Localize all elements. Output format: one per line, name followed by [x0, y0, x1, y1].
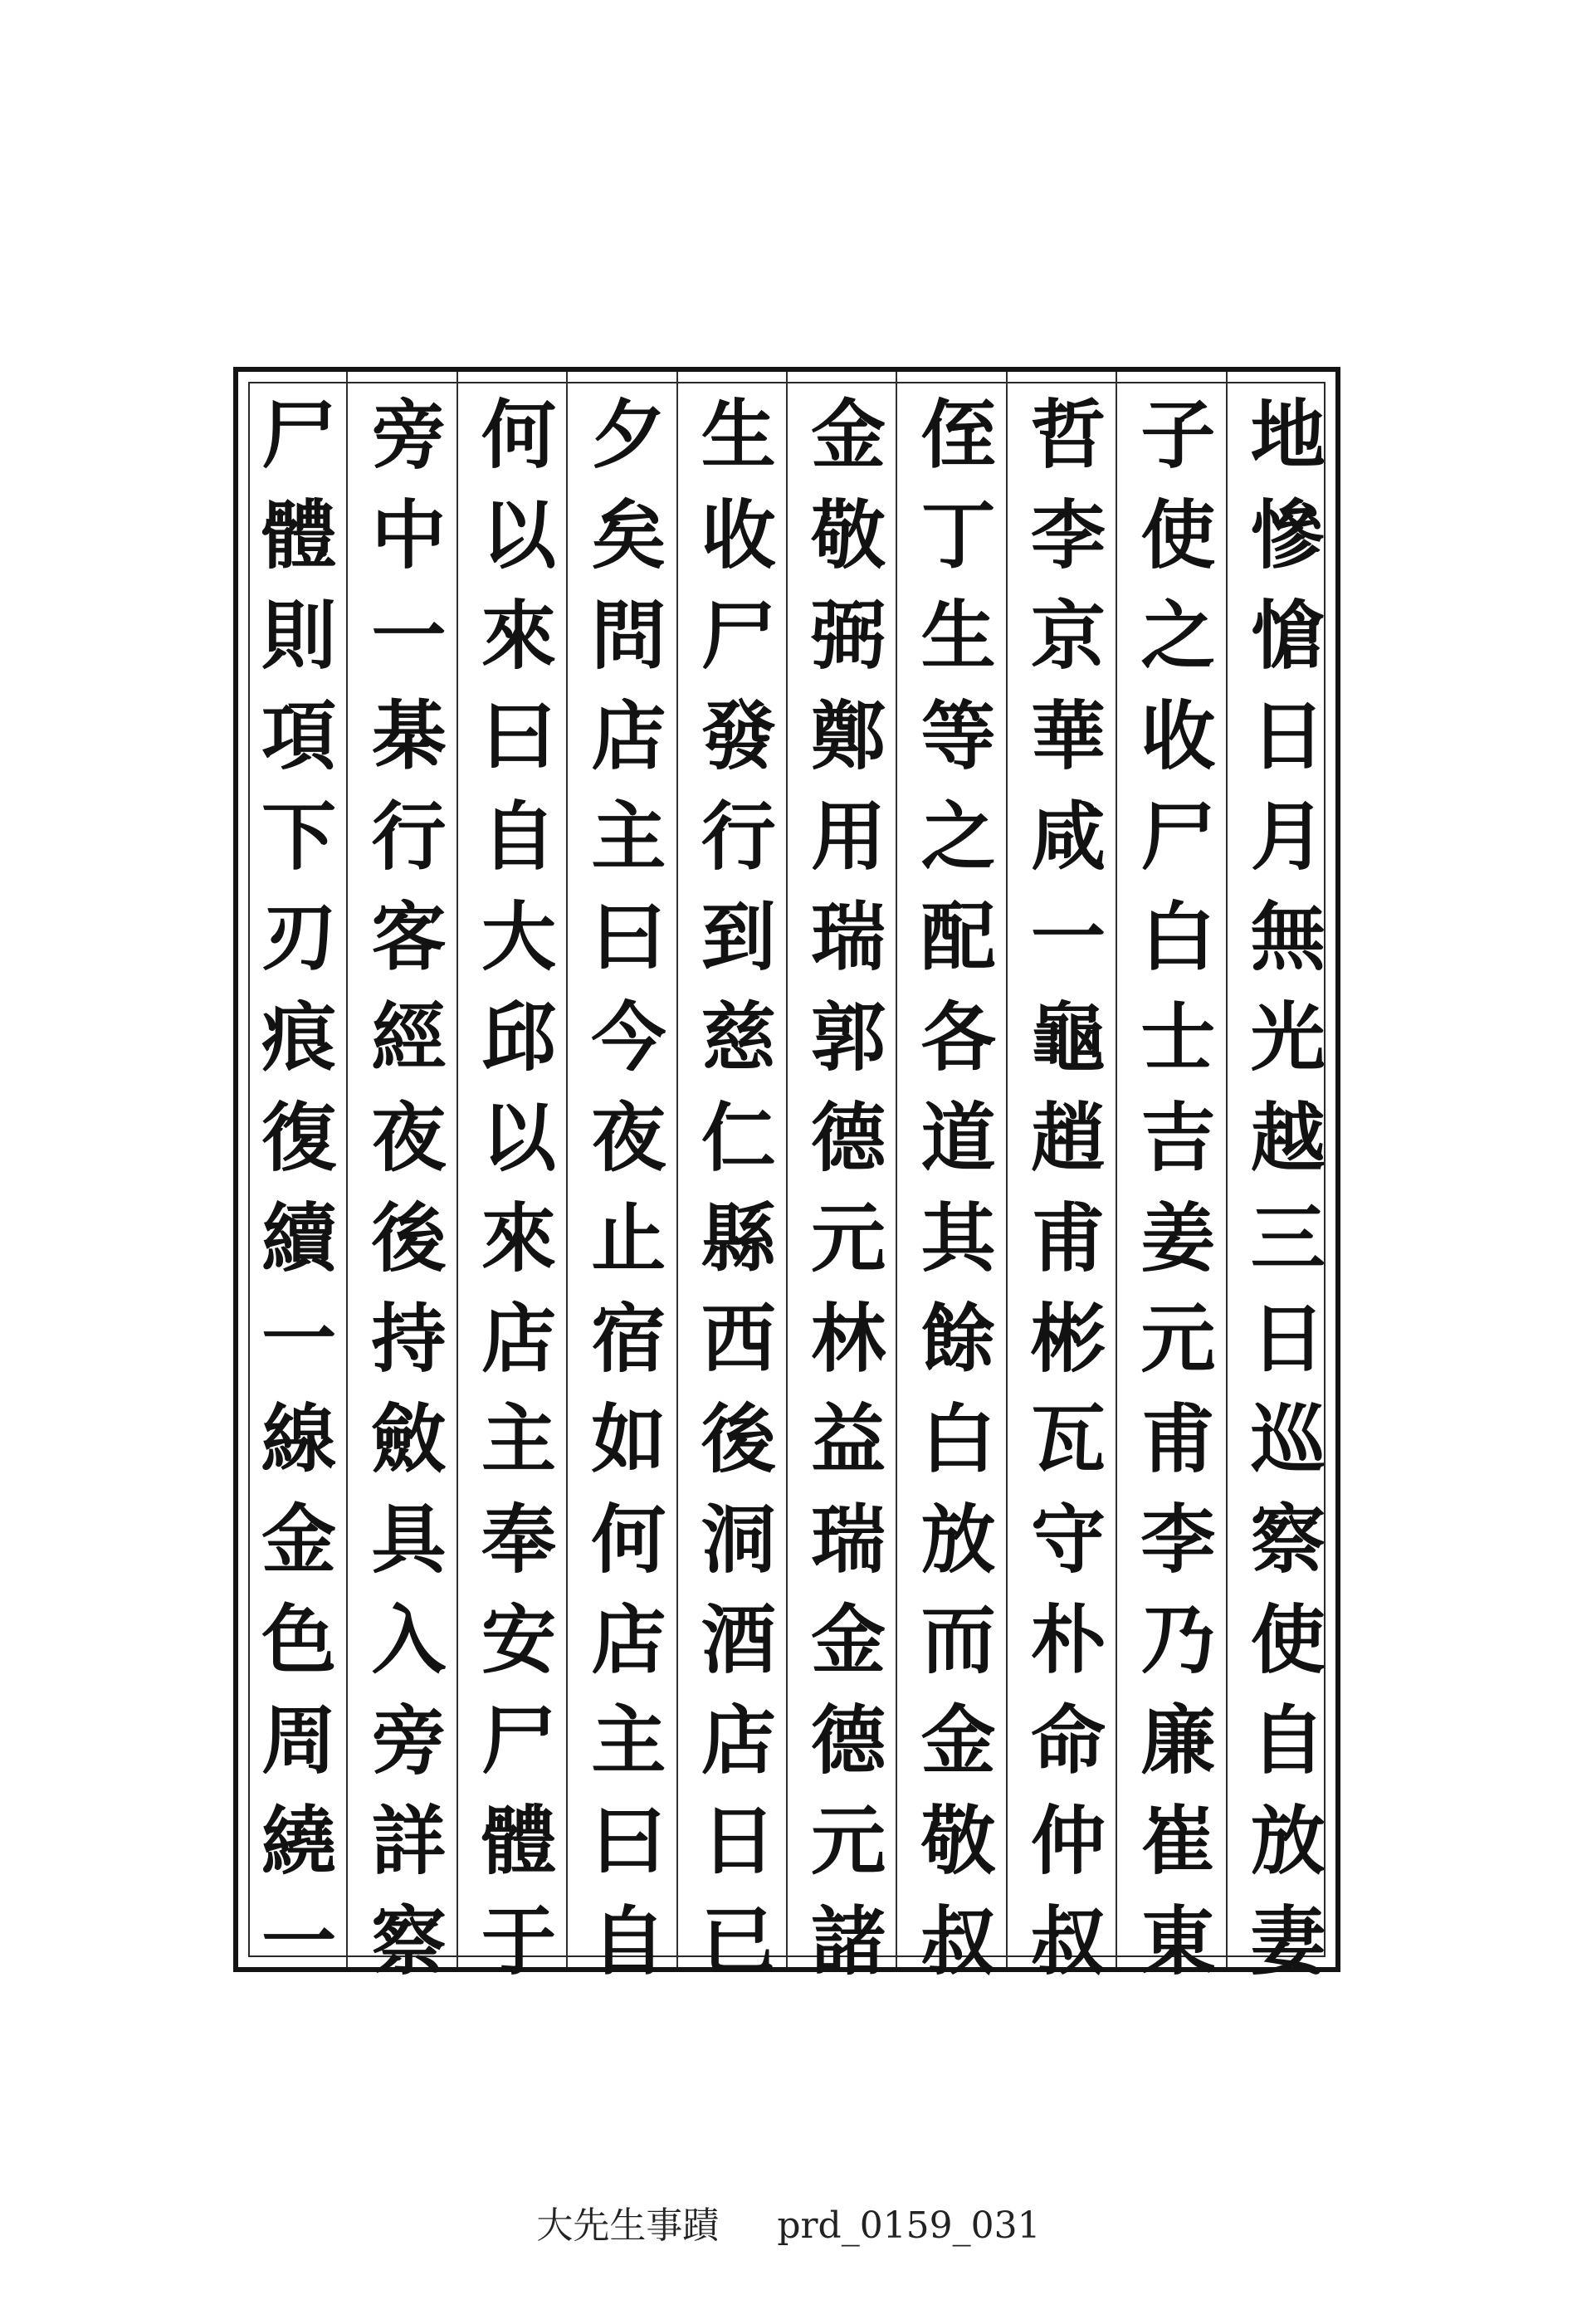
- column-text: 生收尸發行到慈仁縣西後洞酒店日已: [687, 395, 776, 2002]
- column-text: 侄丁生等之配各道其餘白放而金敬叔: [907, 395, 996, 2002]
- text-column-4: [896, 372, 1005, 2002]
- book-title: 大先生事蹟: [536, 2204, 720, 2247]
- column-text: 旁中一棊行客經夜後持斂具入旁詳察: [358, 395, 447, 2002]
- text-column-9: [346, 372, 456, 2002]
- text-column-1: [1226, 372, 1335, 2002]
- page-frame: [233, 367, 1340, 2002]
- column-text: 何以來曰自大邱以來店主奉安尸體于: [467, 395, 556, 2002]
- column-text: 地慘愴日月無光越三日巡察使自放妻: [1237, 395, 1326, 2002]
- column-text: 尸體則項下刃痕復續一線金色周繞一: [248, 395, 337, 2002]
- column-text: 夕矣問店主曰今夜止宿如何店主曰自: [578, 395, 666, 2002]
- text-column-8: [456, 372, 566, 2002]
- text-column-3: [1006, 372, 1116, 2002]
- text-column-7: [566, 372, 676, 2002]
- column-text: 哲李京華咸一龜趙甫彬瓦守朴命仲叔: [1017, 395, 1106, 2002]
- column-text: 金敬弼鄭用瑞郭德元林益瑞金德元諸: [798, 395, 886, 2002]
- text-column-6: [676, 372, 786, 2002]
- text-column-5: [786, 372, 896, 2002]
- page-id: prd_0159_031: [777, 2204, 1041, 2247]
- text-column-10: [238, 372, 346, 2002]
- text-column-2: [1116, 372, 1225, 2002]
- page-footer: [0, 2195, 1577, 2248]
- text-columns: [238, 372, 1335, 2002]
- column-text: 子使之收尸白士吉姜元甫李乃廉崔東: [1127, 395, 1216, 2002]
